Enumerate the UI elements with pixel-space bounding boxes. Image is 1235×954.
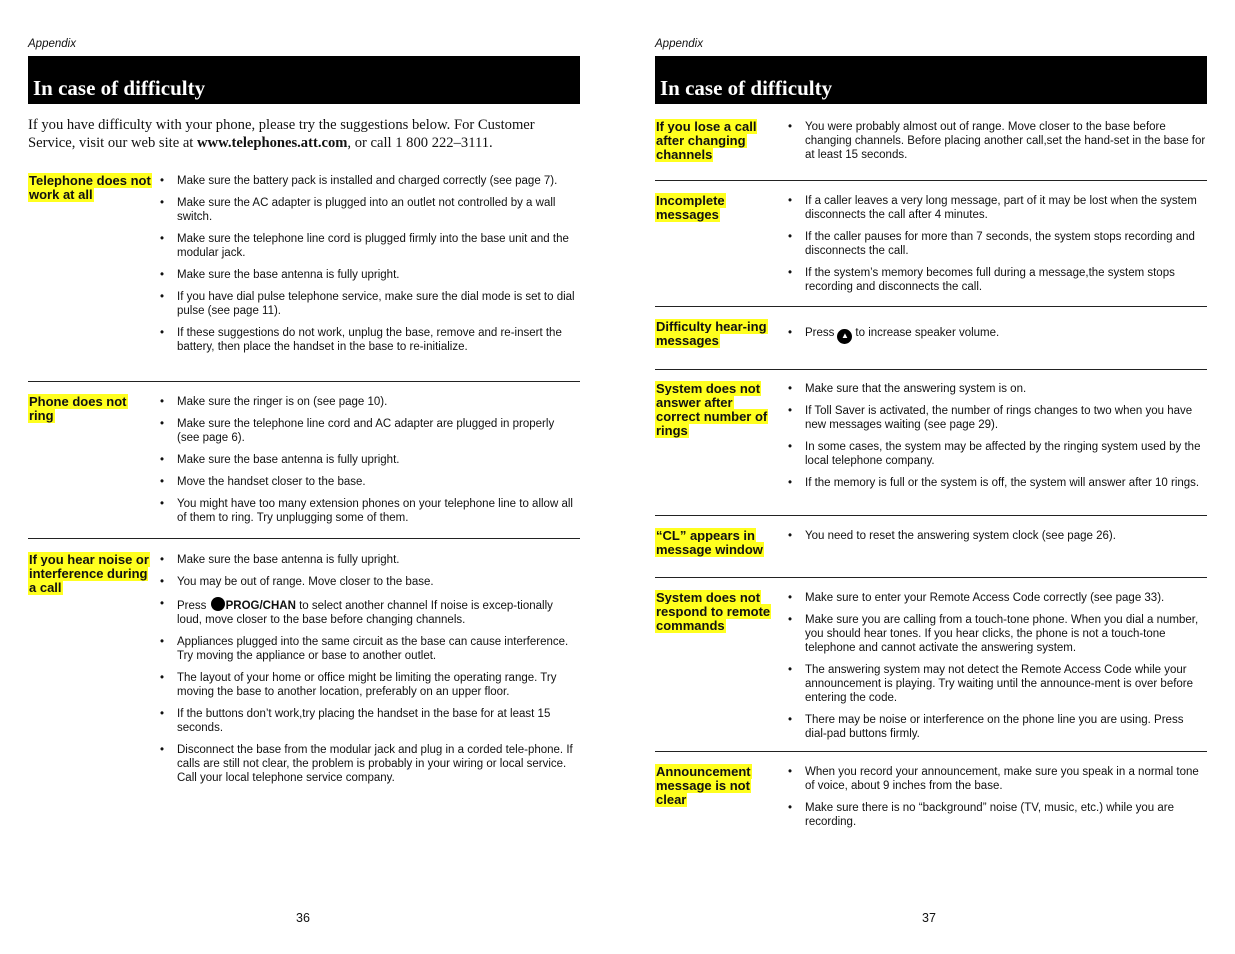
suggestion-list (786, 326, 1207, 352)
page-number: 37 (922, 911, 936, 925)
list-item: • Make sure that the answering system is on. (786, 382, 1207, 396)
list-item: • Make sure the base antenna is fully upright. (158, 268, 578, 282)
intro-paragraph (28, 116, 580, 152)
list-item: • When you record your announcement, make sure you speak in a normal tone of voice, about 9 inches from the base. (786, 765, 1207, 793)
list-item: • Make sure the telephone line cord and AC adapter are plugged in properly (see page 6). (158, 417, 578, 445)
list-item: • Make sure the base antenna is fully upright. (158, 453, 578, 467)
list-item: • The answering system may not detect the Remote Access Code while your announcement is playing. Try waiting until the announce-ment is over before entering the code. (786, 663, 1207, 705)
list-item: • Make sure the base antenna is fully upright. (158, 553, 578, 567)
suggestion-list (786, 382, 1207, 498)
list-item: • Appliances plugged into the same circuit as the base can cause interference. Try moving the appliance or base to another outlet. (158, 635, 578, 663)
section-announcement-not-clear (655, 751, 1207, 828)
topic-label: System does not respond to remote commands (656, 590, 771, 633)
suggestion-list (786, 529, 1207, 551)
suggestion-list (786, 194, 1207, 302)
list-item: • If these suggestions do not work, unplug the base, remove and re-insert the battery, then place the handset in the base to re-initialize. (158, 326, 578, 354)
topic-label: Telephone does not work at all (29, 173, 151, 202)
list-item: • If you have dial pulse telephone service, make sure the dial mode is set to dial pulse (see page 11). (158, 290, 578, 318)
list-item: • Make sure the battery pack is installed and charged correctly (see page 7). (158, 174, 578, 188)
list-item: • You may be out of range. Move closer to the base. (158, 575, 578, 589)
list-item: • If Toll Saver is activated, the number of rings changes to two when you have new messages waiting (see page 29). (786, 404, 1207, 432)
running-head: Appendix (655, 38, 703, 50)
page-title: In case of difficulty (33, 76, 206, 100)
list-item: • Make sure the ringer is on (see page 10). (158, 395, 578, 409)
page-37 (655, 0, 1207, 954)
topic-label: Announcement message is not clear (656, 764, 751, 807)
topic-label: Difficulty hear-ing messages (656, 319, 767, 348)
list-item-volume: • Press ▲ to increase speaker volume. (786, 326, 1207, 344)
topic-label: Phone does not ring (29, 394, 127, 423)
list-item: • If the system’s memory becomes full during a message,the system stops recording and disconnects the call. (786, 266, 1207, 294)
suggestion-list (158, 174, 578, 362)
suggestion-list (786, 120, 1207, 170)
section-system-does-not-answer (655, 369, 1207, 489)
suggestion-list (158, 553, 578, 793)
title-bar (28, 56, 580, 104)
list-item: • Make sure to enter your Remote Access Code correctly (see page 33). (786, 591, 1207, 605)
topic-label: If you lose a call after changing channels (656, 119, 757, 162)
list-item: • You need to reset the answering system clock (see page 26). (786, 529, 1207, 543)
list-item: • You might have too many extension phones on your telephone line to allow all of them to ring. Try unplugging some of them. (158, 497, 578, 525)
section-noise-or-interference (28, 538, 580, 784)
intro-text: If you have difficulty with your phone, please try the suggestions below. For Customer Service, visit our web site at (28, 117, 535, 151)
suggestion-list (158, 395, 578, 533)
list-item: • If the caller pauses for more than 7 seconds, the system stops recording and disconnects the call. (786, 230, 1207, 258)
list-item: • Disconnect the base from the modular jack and plug in a corded tele-phone. If calls are still not clear, the problem is probably in your wiring or local service. Call your local telephone service company. (158, 743, 578, 785)
list-item: • You were probably almost out of range. Move closer to the base before changing channels. Before placing another call,set the hand-set in the base for at least 15 seconds. (786, 120, 1207, 162)
topic-label: Incomplete messages (656, 193, 725, 222)
list-item: • If the memory is full or the system is off, the system will answer after 10 rings. (786, 476, 1207, 490)
list-item: • Make sure the telephone line cord is plugged firmly into the base unit and the modular jack. (158, 232, 578, 260)
list-item: • Make sure there is no “background” noise (TV, music, etc.) while you are recording. (786, 801, 1207, 829)
list-item: • In some cases, the system may be affected by the ringing system used by the local telephone company. (786, 440, 1207, 468)
section-incomplete-messages (655, 180, 1207, 293)
page-title: In case of difficulty (660, 76, 833, 100)
list-item: • The layout of your home or office might be limiting the operating range. Try moving the base to another location, preferably on an upper floor. (158, 671, 578, 699)
section-difficulty-hearing (655, 306, 1207, 348)
section-phone-does-not-ring (28, 381, 580, 524)
topic-label: If you hear noise or interference during a call (29, 552, 149, 595)
list-item: • If the buttons don’t work,try placing the handset in the base for at least 15 seconds. (158, 707, 578, 735)
list-item-prog-chan: • Press PROG/CHAN to select another channel If noise is excep-tionally loud, move closer to the base before changing channels. (158, 597, 578, 627)
volume-up-icon: ▲ (837, 329, 852, 344)
page-36 (28, 0, 580, 954)
list-item: • If a caller leaves a very long message, part of it may be lost when the system disconnects the call after 4 minutes. (786, 194, 1207, 222)
suggestion-list (786, 765, 1207, 837)
list-item: • Make sure you are calling from a touch-tone phone. When you dial a number, you should hear tones. If you hear clicks, the phone is not a touch-tone telephone and cannot activate the answering system. (786, 613, 1207, 655)
list-item: • There may be noise or interference on the phone line you are using. Press dial-pad buttons firmly. (786, 713, 1207, 741)
section-cl-appears (655, 515, 1207, 557)
prog-chan-button-icon (211, 597, 225, 611)
topic-label: System does not answer after correct number of rings (656, 381, 768, 438)
list-item: • Make sure the AC adapter is plugged into an outlet not controlled by a wall switch. (158, 196, 578, 224)
page-number: 36 (296, 911, 310, 925)
section-remote-commands (655, 577, 1207, 740)
title-bar (655, 56, 1207, 104)
topic-label: “CL” appears in message window (656, 528, 763, 557)
website-link[interactable]: www.telephones.att.com (197, 135, 348, 151)
list-item: • Move the handset closer to the base. (158, 475, 578, 489)
running-head: Appendix (28, 38, 76, 50)
suggestion-list (786, 591, 1207, 749)
intro-phone: , or call 1 800 222–3111. (347, 135, 493, 151)
